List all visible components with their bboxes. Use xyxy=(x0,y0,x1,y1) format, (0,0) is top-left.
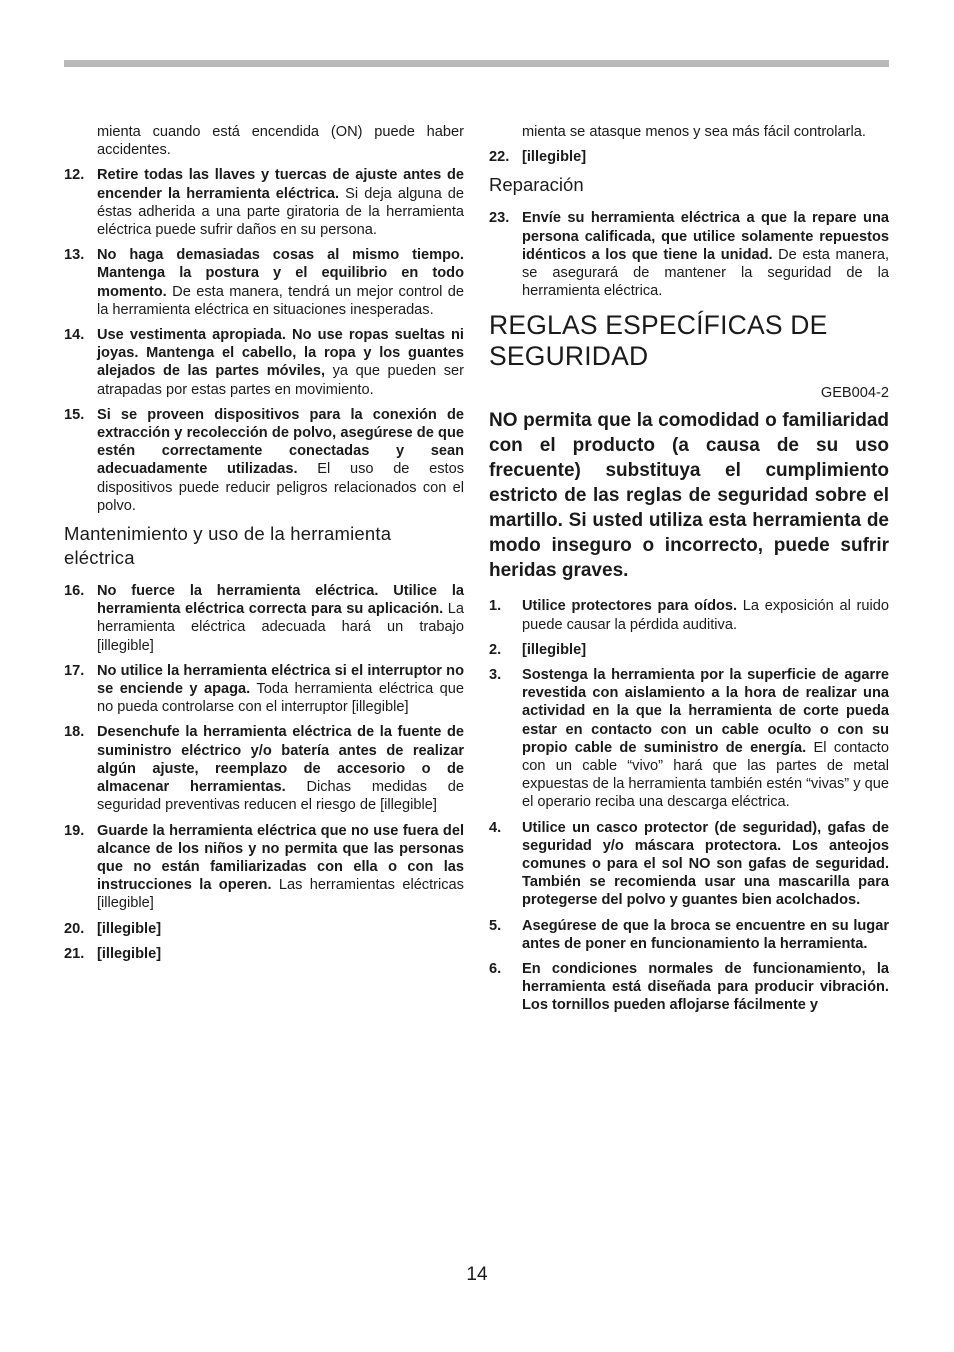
item-body xyxy=(522,209,889,300)
item-number: 6. xyxy=(489,961,502,978)
left-column xyxy=(64,123,464,970)
item-body xyxy=(522,819,889,910)
item-number: 4. xyxy=(489,819,502,836)
list-item xyxy=(64,662,464,717)
item-text: Toda herramienta eléctrica que no pueda controlarse con el interruptor [illegible] xyxy=(97,681,464,716)
section-heading-maintenance: Mantenimiento y uso de la herramienta eléctrica xyxy=(64,523,392,569)
list-item xyxy=(64,246,464,319)
item-body xyxy=(97,662,464,717)
item-bold-text: [illegible] xyxy=(522,641,587,658)
item-text: De esta manera, se asegurará de mantener la seguridad de la herramienta eléctrica. xyxy=(522,246,889,300)
list-item xyxy=(489,819,889,910)
list-item xyxy=(489,960,889,1015)
document-code: GEB004-2 xyxy=(820,385,889,402)
item-bold-text: En condiciones normales de funcionamiento, la herramienta está diseñada para producir vibración. Los tornillos pueden aflojarse fácilmente y xyxy=(522,961,889,1014)
list-item xyxy=(489,666,889,812)
item-number: 18. xyxy=(64,724,85,741)
item-body xyxy=(97,326,464,399)
item-number: 14. xyxy=(64,327,85,344)
list-item xyxy=(489,917,889,953)
item-bold-text: Desenchufe la herramienta eléctrica de la fuente de suministro eléctrico y/o batería antes de realizar algún ajuste, reemplazo de accesorio o de almacenar herramientas. xyxy=(97,724,464,796)
item-body xyxy=(522,917,889,953)
safety-list-a xyxy=(64,166,464,515)
item-number: 5. xyxy=(489,917,502,934)
item-bold-text: [illegible] xyxy=(97,920,162,937)
item-body xyxy=(97,406,464,515)
header-rule xyxy=(64,60,889,67)
item-bold-text: No utilice la herramienta eléctrica si el interruptor no se enciende y apaga. xyxy=(97,662,464,698)
item-number: 12. xyxy=(64,167,85,184)
list-item xyxy=(489,641,889,659)
list-item xyxy=(64,326,464,399)
item-bold-text: No fuerce la herramienta eléctrica. Utilice la herramienta eléctrica correcta para su aplicación. xyxy=(97,583,464,618)
list-item xyxy=(489,209,889,300)
item-text: ya que pueden ser atrapadas por estas partes en movimiento. xyxy=(97,363,464,398)
item-bold-text: Utilice protectores para oídos. xyxy=(522,598,738,615)
item-bold-text: No haga demasiadas cosas al mismo tiempo. Mantenga la postura y el equilibrio en todo momento. xyxy=(97,247,464,300)
item-number: 20. xyxy=(64,920,85,937)
item-number: 17. xyxy=(64,662,85,679)
item-number: 13. xyxy=(64,247,85,264)
item-body xyxy=(97,945,464,963)
item-bold-text: [illegible] xyxy=(522,149,587,166)
item-text: Si deja alguna de éstas adherida a una parte giratoria de la herramienta eléctrica puede sufrir daños en su persona. xyxy=(97,185,464,239)
item-number: 2. xyxy=(489,641,502,658)
warning-paragraph: NO permita que la comodidad o familiaridad con el producto (a causa de su uso frecuente) substituya el cumplimiento estricto de las reglas de seguridad sobre el martillo. Si usted utiliza esta herramienta de modo inseguro o incorrecto, puede sufrir heridas graves. xyxy=(489,410,889,582)
item-body xyxy=(97,822,464,913)
list-item xyxy=(489,148,889,166)
item-body xyxy=(522,666,889,812)
item-number: 16. xyxy=(64,583,85,600)
safety-list-23 xyxy=(489,209,889,300)
item-text: La herramienta eléctrica adecuada hará un trabajo [illegible] xyxy=(97,601,464,654)
item-bold-text: Retire todas las llaves y tuercas de ajuste antes de encender la herramienta eléctrica. xyxy=(97,167,464,202)
item-bold-text: Use vestimenta apropiada. No use ropas sueltas ni joyas. Mantenga el cabello, la ropa y los guantes alejados de las partes móviles, xyxy=(97,327,464,380)
item-body xyxy=(522,960,889,1015)
list-item xyxy=(64,406,464,515)
safety-list-22 xyxy=(489,148,889,166)
item-bold-text: Envíe su herramienta eléctrica a que la repare una persona calificada, que utilice solamente repuestos idénticos a los que tiene la unidad. xyxy=(522,210,889,263)
list-item xyxy=(489,597,889,633)
item-text: Las herramientas eléctricas [illegible] xyxy=(97,877,464,912)
item-bold-text: Si se proveen dispositivos para la conexión de extracción y recolección de polvo, asegúrese de que estén correctamente conectadas y sean adecuadamente utilizadas. xyxy=(97,406,464,478)
page-title: REGLAS ESPECÍFICAS DE SEGURIDAD xyxy=(489,310,828,372)
section-heading-repair: Reparación xyxy=(489,174,584,196)
list-item xyxy=(64,920,464,938)
item-bold-text: Utilice un casco protector (de seguridad), gafas de seguridad y/o máscara protectora. Los anteojos comunes o para el sol NO son gafas de seguridad. También se recomienda usar una mascarilla para protegerse del polvo y guantes bien acolchados. xyxy=(522,819,889,909)
item-number: 3. xyxy=(489,667,502,684)
item-body xyxy=(97,723,464,814)
item-number: 21. xyxy=(64,945,85,962)
page-number: 14 xyxy=(466,1264,488,1285)
item-body xyxy=(97,582,464,655)
item-body xyxy=(97,246,464,319)
item-text: De esta manera, tendrá un mejor control de la herramienta eléctrica en situaciones inesperadas. xyxy=(97,283,464,318)
item-text: El uso de estos dispositivos puede reducir peligros relacionados con el polvo. xyxy=(97,461,465,514)
item-body xyxy=(522,641,889,659)
item-bold-text: Asegúrese de que la broca se encuentre en su lugar antes de poner en funcionamiento la herramienta. xyxy=(522,917,889,952)
item-number: 1. xyxy=(489,598,502,615)
item-text: La exposición al ruido puede causar la pérdida auditiva. xyxy=(522,598,890,633)
item-text: Dichas medidas de seguridad preventivas reducen el riesgo de [illegible] xyxy=(97,779,464,814)
safety-list-b xyxy=(64,582,464,963)
item-body xyxy=(97,920,464,938)
specific-rules-list xyxy=(489,597,889,1014)
list-item xyxy=(64,582,464,655)
item-bold-text: Guarde la herramienta eléctrica que no use fuera del alcance de los niños y no permita que las personas que no están familiarizadas con ella o con las instrucciones la operen. xyxy=(97,822,464,894)
right-column xyxy=(489,123,889,1022)
item-body xyxy=(97,166,464,239)
item-text: El contacto con un cable “vivo” hará que las partes de metal expuestas de la herramienta también estén “vivas” y que el operario reciba una descarga eléctrica. xyxy=(522,739,889,811)
item-body xyxy=(522,148,889,166)
item-number: 19. xyxy=(64,822,85,839)
item-number: 15. xyxy=(64,406,85,423)
list-item xyxy=(64,723,464,814)
list-item xyxy=(64,166,464,239)
item-bold-text: [illegible] xyxy=(97,945,162,962)
list-item xyxy=(64,822,464,913)
continuation-text: mienta se atasque menos y sea más fácil controlarla. xyxy=(522,124,866,140)
item-bold-text: Sostenga la herramienta por la superficie de agarre revestida con aislamiento a la hora de realizar una actividad en la que la herramienta de corte pueda estar en contacto con un cable oculto o con su propio cable de suministro de energía. xyxy=(522,667,889,756)
continuation-text: mienta cuando está encendida (ON) puede haber accidentes. xyxy=(97,124,464,159)
item-number: 22. xyxy=(489,149,510,166)
list-item xyxy=(64,945,464,963)
item-body xyxy=(522,597,889,633)
item-number: 23. xyxy=(489,210,510,227)
